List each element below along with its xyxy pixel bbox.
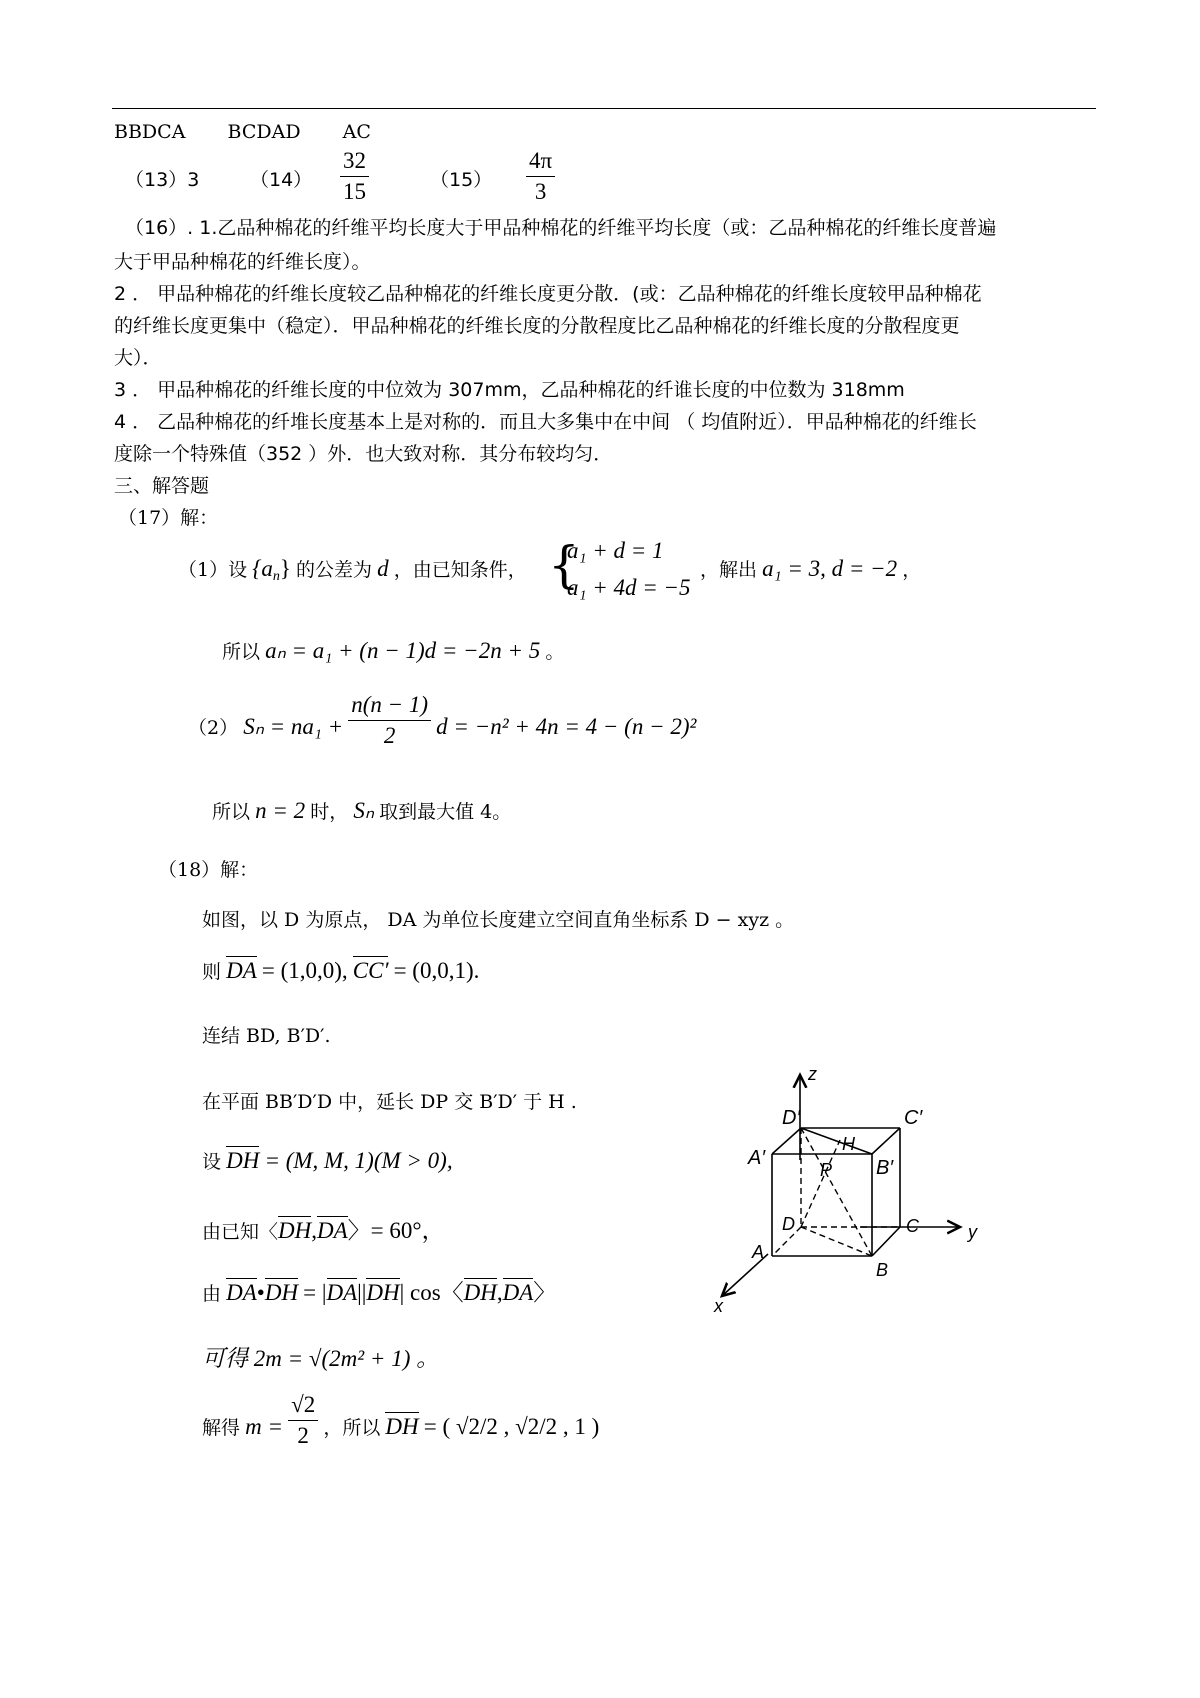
q13-answer [125,166,199,194]
q18-line-1: 如图，以 D 为原点， DA 为单位长度建立空间直角坐标系 D − xyz 。 [202,909,795,931]
equals-abs: = | [303,1280,327,1305]
label-y: y [968,1222,977,1242]
q17-part1-conclusion [222,638,564,666]
q16-line-6: 3 ． 甲品种棉花的纤维长度的中位效为 307mm，乙品种棉花的纤谁长度的中位数为 318mm [114,379,905,401]
q18-l2-mid: = (1,0,0), [261,958,348,983]
q17-p2-prefix: 所以 [222,641,261,663]
q18-l8: 可得 2m = √(2m² + 1) 。 [202,1346,440,1371]
vector-DH: DH [278,1218,312,1243]
mc-group-1: BBDCA [114,121,186,143]
section-3-title: 三、解答题 [114,475,210,497]
q17-title: （17）解： [118,507,219,529]
line-DpB-hidden [801,1128,872,1256]
diag-DpBp [801,1128,872,1154]
q17-system-brace: { [548,536,580,594]
q18-l9-vector: = ( √2/2 , √2/2 , 1 ) [423,1414,600,1439]
q18-line-8 [202,1340,439,1373]
vector-DH: DH [366,1280,400,1305]
edge-DpAp [772,1128,801,1154]
q17-p3-rhs: d = −n² + 4n = 4 − (n − 2)² [436,714,697,739]
label-D: D [782,1214,795,1234]
q16-line-4: 的纤维长度更集中（稳定）．甲品种棉花的纤维长度的分散程度比乙品种棉花的纤维长度的分散程度更 [114,315,960,337]
q18-l9-denominator: 2 [297,1423,309,1448]
header-rule [112,108,1096,109]
label-z: z [808,1064,817,1084]
q16-line-1: （16）. 1.乙品种棉花的纤维平均长度大于甲品种棉花的纤维平均长度（或：乙品种棉花的纤维长度普遍 [125,217,997,239]
q16-line-8: 度除一个特殊值（352 ）外．也大致对称．其分布较均匀． [114,443,613,465]
comma: , [496,1280,503,1305]
q15-label: （15） [430,169,493,191]
q17-p4-prefix: 所以 [212,801,251,823]
q17-part1: （1）设 $\{a_n\}$ 的公差为 d ，由已知条件， [178,556,527,585]
label-P: P [820,1160,833,1180]
q17-part2-conclusion [212,798,511,826]
q13-label: （13） [125,169,188,191]
vector-CC: CC′ [352,958,389,983]
q17-solve [700,556,921,584]
edge-CpBp [872,1128,900,1154]
label-Bp: B′ [876,1157,894,1179]
vector-DH: DH [385,1414,419,1439]
q18-line-3: 连结 BD, B′D′. [202,1025,331,1047]
comma: , [311,1218,317,1243]
q17-p4-cond: n = 2 [255,798,306,823]
q18-l9-mid: ，所以 [323,1417,381,1439]
q18-line-7 [202,1274,556,1308]
q18-l6-prefix: 由已知〈 [202,1221,279,1243]
label-B: B [876,1260,889,1280]
edge-BC [872,1227,900,1256]
q17-p1-cond: ，由已知条件， [393,559,527,581]
q18-line-6 [202,1212,445,1246]
q18-l9-numerator: √2 [288,1390,318,1421]
q17-p4-sn: Sₙ [353,798,375,823]
q18-l6-end: 〉= 60°， [347,1218,445,1243]
q18-line-9 [202,1392,600,1451]
label-Ap: A′ [748,1147,766,1169]
q14-label: （14） [250,169,313,191]
mc-answers [114,118,371,146]
q18-line-5 [202,1148,453,1176]
q18-line-2 [202,958,479,986]
mc-group-2: BCDAD [227,121,301,143]
q18-l7-prefix: 由 [202,1283,222,1305]
q18-title: （18）解： [158,859,259,881]
q17-p1-prefix: （1）设 [178,559,248,581]
label-Cp: C′ [904,1107,923,1129]
vector-DA: DA [226,1280,257,1305]
vector-DH: DH [264,1280,299,1305]
q17-eq2: a₁ + 4d = −5 [567,575,691,600]
q18-l9-m: m = [245,1414,283,1439]
q17-solve-end: ， [902,559,922,581]
q18-l5-end: = (M, M, 1)(M > 0), [264,1148,453,1173]
q17-p3-lhs: Sₙ = na₁ + [243,714,344,739]
q17-p2-formula: aₙ = a₁ + (n − 1)d = −2n + 5 [265,638,541,663]
vector-DA: DA [502,1280,534,1305]
q16-line-7: 4 ． 乙品种棉花的纤堆长度基本上是对称的．而且大多集中在中间 （ 均值附近）．甲品种棉花的纤维长 [114,411,977,433]
q17-p3-prefix: （2） [188,717,239,739]
q15-numerator: 4π [526,146,555,177]
line-DH-hidden [801,1140,840,1227]
label-x: x [714,1296,723,1316]
q15-fraction [526,146,555,207]
q17-solve-label: ，解出 [700,559,758,581]
label-H: H [842,1134,855,1154]
q17-p4-end: 取到最大值 4。 [379,801,512,823]
q17-p2-end: 。 [545,641,565,663]
diag-DB-hidden [801,1227,872,1256]
q14-fraction [340,146,369,207]
cube-figure [700,1060,990,1320]
vector-DH: DH [226,1148,260,1173]
label-C: C [906,1216,919,1236]
abs-bars: || [357,1280,367,1305]
q14-denominator: 15 [343,179,366,204]
vector-DA: DA [317,1218,348,1243]
q14-numerator: 32 [340,146,369,177]
q17-p1-seq: {a [252,556,273,581]
mc-group-3: AC [342,121,371,143]
vector-DH: DH [463,1280,497,1305]
label-A: A [752,1242,765,1262]
vector-DA: DA [226,958,257,983]
q18-l2-end: = (0,0,1). [393,958,480,983]
q18-l2-prefix: 则 [202,961,222,983]
q17-solve-result: a₁ = 3, d = −2 [762,556,898,581]
q16-line-3: 2 ． 甲品种棉花的纤维长度较乙品种棉花的纤维长度更分散．(或：乙品种棉花的纤维长度较甲品种棉花 [114,283,982,305]
q13-value: 3 [187,169,200,191]
cos-label: | cos〈 [399,1280,464,1305]
q15-denominator: 3 [534,179,547,204]
q17-p1-mid: 的公差为 [296,559,373,581]
dot-operator: • [256,1280,265,1305]
q18-l5-prefix: 设 [202,1151,222,1173]
q17-p3-denominator: 2 [383,723,396,748]
q17-eq1: a₁ + d = 1 [567,538,664,563]
q17-p4-mid: 时， [310,801,349,823]
q16-line-2: 大于甲品种棉花的纤维长度）。 [114,251,371,273]
q18-line-4: 在平面 BB′D′D 中，延长 DP 交 B′D′ 于 H . [202,1091,577,1113]
angle-close: 〉 [533,1280,557,1305]
q17-p3-numerator: n(n − 1) [348,690,431,721]
q17-part2 [188,692,697,751]
q18-l9-prefix: 解得 [202,1417,241,1439]
label-Dp: D′ [782,1107,801,1129]
vector-DA: DA [326,1280,358,1305]
q16-line-5: 大）． [114,347,162,369]
